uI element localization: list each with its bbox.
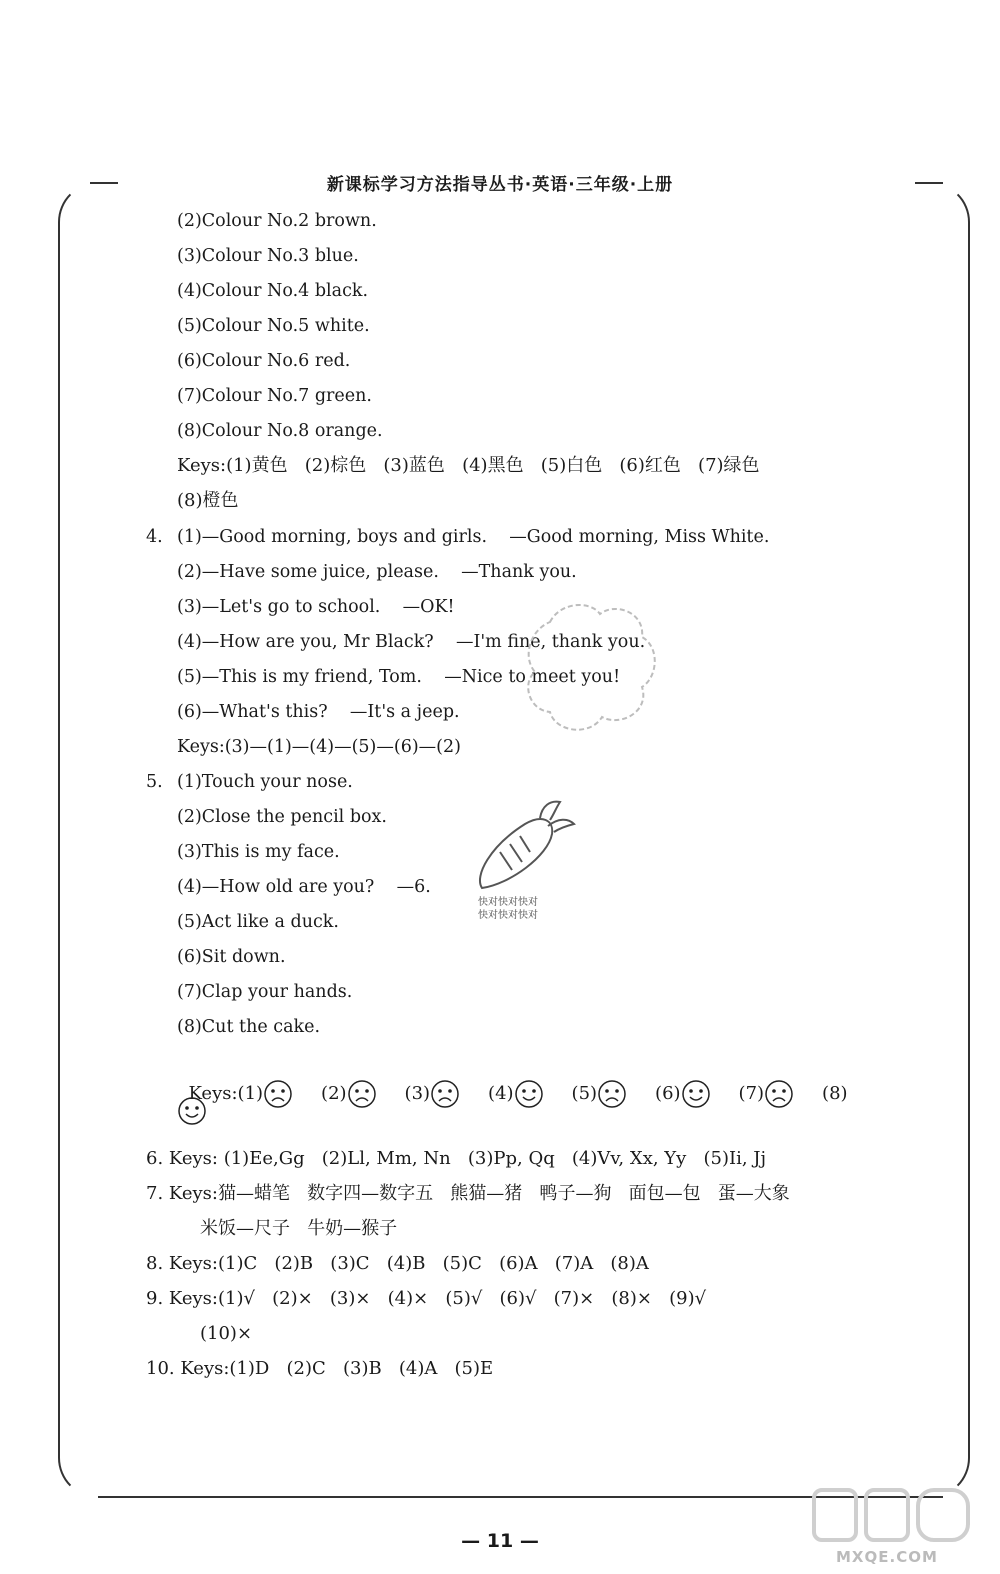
face-answer-label: (4) bbox=[488, 1083, 514, 1104]
sad-face-icon bbox=[597, 1079, 627, 1109]
smiling-face-icon bbox=[514, 1079, 544, 1109]
q5-line: (7)Clap your hands. bbox=[177, 982, 353, 1002]
page-number: — 11 — bbox=[461, 1530, 539, 1552]
q4-line: (1)—Good morning, boys and girls. —Good morning, Miss White. bbox=[177, 527, 770, 547]
q8-keys: 8. Keys:(1)C (2)B (3)C (4)B (5)C (6)A (7)A (8)A bbox=[146, 1253, 649, 1274]
q3-line: (5)Colour No.5 white. bbox=[177, 316, 370, 336]
cloud-stamp-icon bbox=[520, 592, 660, 742]
q4-line: (2)—Have some juice, please. —Thank you. bbox=[177, 562, 577, 582]
face-answer-item bbox=[822, 1083, 848, 1104]
q6-keys: 6. Keys: (1)Ee,Gg (2)Ll, Mm, Nn (3)Pp, Qq (4)Vv, Xx, Yy (5)Ii, Jj bbox=[146, 1148, 767, 1169]
q5-line: (2)Close the pencil box. bbox=[177, 807, 387, 827]
smiling-face-icon bbox=[681, 1079, 711, 1109]
q5-line: (5)Act like a duck. bbox=[177, 912, 339, 932]
q10-keys: 10. Keys:(1)D (2)C (3)B (4)A (5)E bbox=[146, 1358, 494, 1379]
face-answer-label: (1) bbox=[237, 1083, 264, 1104]
face-answer-label: (8) bbox=[822, 1083, 848, 1104]
q4-line: (5)—This is my friend, Tom. —Nice to meet you! bbox=[177, 667, 621, 687]
q3-keys: Keys:(1)黄色 (2)棕色 (3)蓝色 (4)黑色 (5)白色 (6)红色 (7)绿色 bbox=[177, 455, 760, 476]
q5-line: (8)Cut the cake. bbox=[177, 1017, 321, 1037]
face-answer-label: (3) bbox=[404, 1083, 431, 1104]
q4-line: (6)—What's this? —It's a jeep. bbox=[177, 702, 460, 722]
carrot-caption: 快对快对快对 快对快对快对 bbox=[478, 897, 538, 921]
running-header: 新课标学习方法指导丛书·英语·三年级·上册 bbox=[326, 175, 674, 195]
question-number: 5. bbox=[146, 772, 163, 792]
keys-prefix: Keys: bbox=[188, 1083, 238, 1104]
face-answer-item bbox=[321, 1079, 377, 1109]
q7-keys-continued: 米饭—尺子 牛奶—猴子 bbox=[200, 1218, 398, 1239]
q3-keys-continued: (8)橙色 bbox=[177, 490, 239, 511]
face-answer-label: (6) bbox=[655, 1083, 681, 1104]
q3-line: (6)Colour No.6 red. bbox=[177, 351, 351, 371]
q3-line: (4)Colour No.4 black. bbox=[177, 281, 369, 301]
sad-face-icon bbox=[764, 1079, 794, 1109]
face-answer-label: (5) bbox=[571, 1083, 598, 1104]
q3-line: (2)Colour No.2 brown. bbox=[177, 211, 377, 231]
face-answer-item bbox=[572, 1079, 628, 1109]
q4-line: (3)—Let's go to school. —OK! bbox=[177, 597, 455, 617]
face-answer-label: (2) bbox=[321, 1083, 347, 1104]
face-answer-item bbox=[739, 1079, 795, 1109]
sad-face-icon bbox=[430, 1079, 460, 1109]
face-answer-item bbox=[405, 1079, 461, 1109]
face-answer-item bbox=[655, 1079, 711, 1109]
face-answer-list bbox=[238, 1083, 876, 1104]
q9-keys: 9. Keys:(1)√ (2)× (3)× (4)× (5)√ (6)√ (7)× (8)× (9)√ bbox=[146, 1288, 707, 1309]
face-answer-wrap bbox=[177, 1096, 207, 1126]
q3-line: (7)Colour No.7 green. bbox=[177, 386, 372, 406]
sad-face-icon bbox=[347, 1079, 377, 1109]
sad-face-icon bbox=[263, 1079, 293, 1109]
q4-keys: Keys:(3)—(1)—(4)—(5)—(6)—(2) bbox=[177, 737, 461, 757]
q5-line: (4)—How old are you? —6. bbox=[177, 877, 431, 897]
carrot-mascot-icon bbox=[470, 796, 580, 896]
q3-line: (3)Colour No.3 blue. bbox=[177, 246, 359, 266]
q9-keys-continued: (10)× bbox=[200, 1323, 253, 1344]
question-number: 4. bbox=[146, 527, 163, 547]
q5-line: (3)This is my face. bbox=[177, 842, 340, 862]
face-answer-item bbox=[238, 1079, 294, 1109]
face-answer-item bbox=[488, 1079, 544, 1109]
q5-line: (6)Sit down. bbox=[177, 947, 286, 967]
q7-keys: 7. Keys:猫—蜡笔 数字四—数字五 熊猫—猪 鸭子—狗 面包—包 蛋—大象 bbox=[146, 1183, 790, 1204]
smiling-face-icon bbox=[177, 1096, 207, 1126]
watermark-text: MXQE.COM bbox=[836, 1548, 938, 1566]
q4-line: (4)—How are you, Mr Black? —I'm fine, thank you. bbox=[177, 632, 646, 652]
face-answer-label: (7) bbox=[738, 1083, 765, 1104]
q5-keys bbox=[177, 1058, 876, 1109]
q3-line: (8)Colour No.8 orange. bbox=[177, 421, 383, 441]
q5-line: (1)Touch your nose. bbox=[177, 772, 353, 792]
